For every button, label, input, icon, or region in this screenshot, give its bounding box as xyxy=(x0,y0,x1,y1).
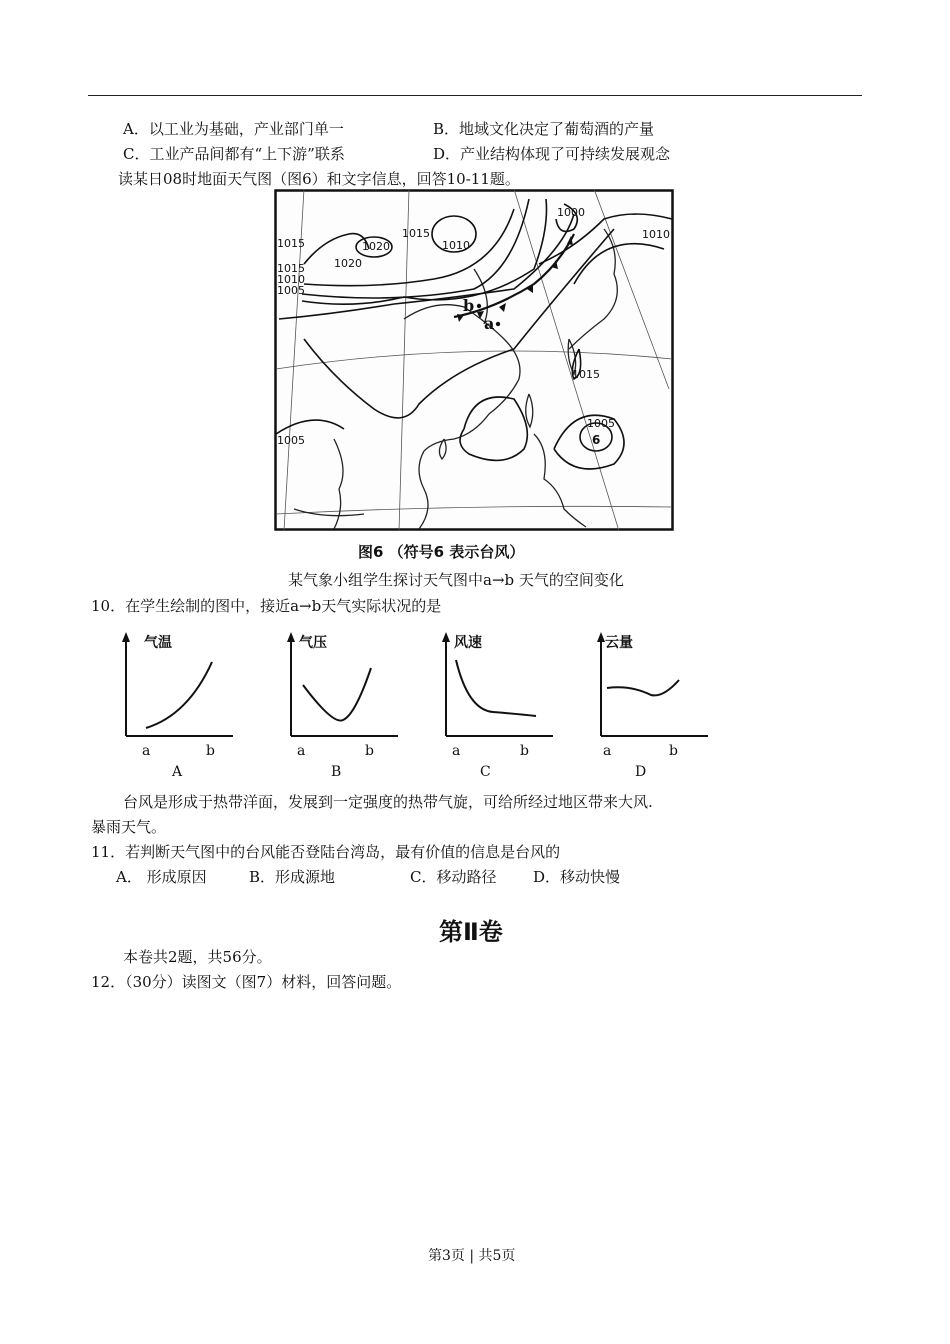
typhoon-text-2: 暴雨天气。 xyxy=(91,818,167,836)
header-rule xyxy=(88,95,862,96)
part-2-note: 本卷共2题，共56分。 xyxy=(123,948,272,966)
option-9b: B．地域文化决定了葡萄酒的产量 xyxy=(433,120,655,138)
map-caption: 图6 （符号6 表示台风） xyxy=(358,543,525,561)
isobar-label: 1015 xyxy=(277,262,305,275)
graph-option-label: C xyxy=(480,764,491,780)
isobar-label: 1015 xyxy=(402,227,430,240)
graph-option-label: B xyxy=(331,764,342,780)
graph-ylabel: 气压 xyxy=(299,635,327,651)
graph-option-label: A xyxy=(172,764,183,780)
graph-b-label: b xyxy=(520,743,529,759)
graph-wind-speed xyxy=(438,630,558,780)
point-a-label: a xyxy=(484,314,495,333)
graph-a-label: a xyxy=(297,743,306,759)
graph-option-label: D xyxy=(635,764,647,780)
isobar-label: 1005 xyxy=(587,417,615,430)
isobar-label: 1005 xyxy=(277,284,305,297)
option-11a: A． 形成原因 xyxy=(116,868,207,886)
graph-a-label: a xyxy=(603,743,612,759)
option-9c: C．工业产品间都有“上下游”联系 xyxy=(123,145,345,163)
typhoon-icon: 6 xyxy=(592,433,601,447)
group-text: 某气象小组学生探讨天气图中a→b 天气的空间变化 xyxy=(288,571,624,589)
intro-10-11: 读某日08时地面天气图（图6）和文字信息，回答10-11题。 xyxy=(118,170,520,188)
isobar-label: 1015 xyxy=(572,368,600,381)
question-12: 12．（30分）读图文（图7）材料，回答问题。 xyxy=(91,973,402,991)
option-11c: C．移动路径 xyxy=(410,868,497,886)
isobar-label: 1015 xyxy=(277,237,305,250)
graph-b-label: b xyxy=(669,743,678,759)
typhoon-text-1: 台风是形成于热带洋面，发展到一定强度的热带气旋，可给所经过地区带来大风. xyxy=(123,793,653,811)
graph-b-label: b xyxy=(365,743,374,759)
graph-temperature xyxy=(118,630,238,780)
isobar-label: 1020 xyxy=(334,257,362,270)
graph-ylabel: 云量 xyxy=(605,635,633,651)
weather-map xyxy=(274,189,674,531)
graph-pressure xyxy=(283,630,403,780)
isobar-label: 1005 xyxy=(277,434,305,447)
isobar-label: 1020 xyxy=(362,240,390,253)
part-2-title: 第Ⅱ卷 xyxy=(439,918,503,946)
graph-a-label: a xyxy=(142,743,151,759)
option-11b: B．形成源地 xyxy=(249,868,336,886)
isobar-label: 1000 xyxy=(557,206,585,219)
question-11: 11．若判断天气图中的台风能否登陆台湾岛，最有价值的信息是台风的 xyxy=(91,843,561,861)
graph-ylabel: 风速 xyxy=(454,635,482,651)
option-11d: D．移动快慢 xyxy=(533,868,621,886)
isobar-label: 1010 xyxy=(277,273,305,286)
option-9a: A．以工业为基础，产业部门单一 xyxy=(123,120,344,138)
point-b-label: b xyxy=(463,296,475,315)
isobar-label: 1010 xyxy=(442,239,470,252)
graph-ylabel: 气温 xyxy=(144,635,172,651)
page-footer: 第3页 | 共5页 xyxy=(428,1248,516,1264)
graph-cloud-cover xyxy=(593,630,713,780)
isobar-label: 1010 xyxy=(642,228,670,241)
question-10: 10．在学生绘制的图中，接近a→b天气实际状况的是 xyxy=(91,597,442,615)
graph-b-label: b xyxy=(206,743,215,759)
option-9d: D．产业结构体现了可持续发展观念 xyxy=(433,145,671,163)
graph-a-label: a xyxy=(452,743,461,759)
